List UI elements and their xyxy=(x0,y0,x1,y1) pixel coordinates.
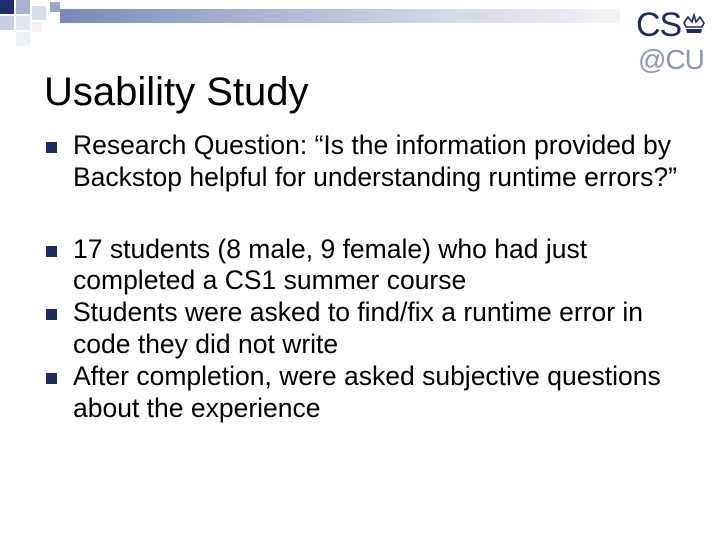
bullet-text: Research Question: “Is the information provided by Backstop helpful for understanding runtime errors?” xyxy=(73,130,677,192)
bullet-item xyxy=(44,361,684,425)
decor-square xyxy=(16,32,30,46)
bullet-text: After completion, were asked subjective questions about the experience xyxy=(73,360,661,423)
bullet-text: Students were asked to find/fix a runtime error in code they did not write xyxy=(73,297,644,359)
bullet-item xyxy=(44,234,684,298)
slide-title: Usability Study xyxy=(44,70,309,114)
bullet-list xyxy=(44,130,684,424)
bullet-item xyxy=(44,130,684,194)
square-bullet-icon xyxy=(46,142,57,153)
logo-at-cu-text: @CU xyxy=(638,44,704,75)
logo-cs-text: CS xyxy=(636,6,682,44)
bullet-item xyxy=(44,297,684,361)
square-bullet-icon xyxy=(46,309,57,320)
square-bullet-icon xyxy=(46,246,57,257)
cs-at-cu-logo xyxy=(634,6,714,76)
decor-square xyxy=(16,0,30,14)
bullet-text: 17 students (8 male, 9 female) who had just completed a CS1 summer course xyxy=(73,233,588,296)
square-bullet-icon xyxy=(46,373,57,384)
decor-square xyxy=(16,16,30,30)
decor-square xyxy=(0,0,14,14)
decor-square xyxy=(32,6,46,20)
crown-icon xyxy=(682,13,706,41)
decor-square xyxy=(32,22,42,32)
decor-square xyxy=(0,16,14,30)
decor-square xyxy=(50,2,60,12)
header-gradient-bar xyxy=(60,9,620,23)
